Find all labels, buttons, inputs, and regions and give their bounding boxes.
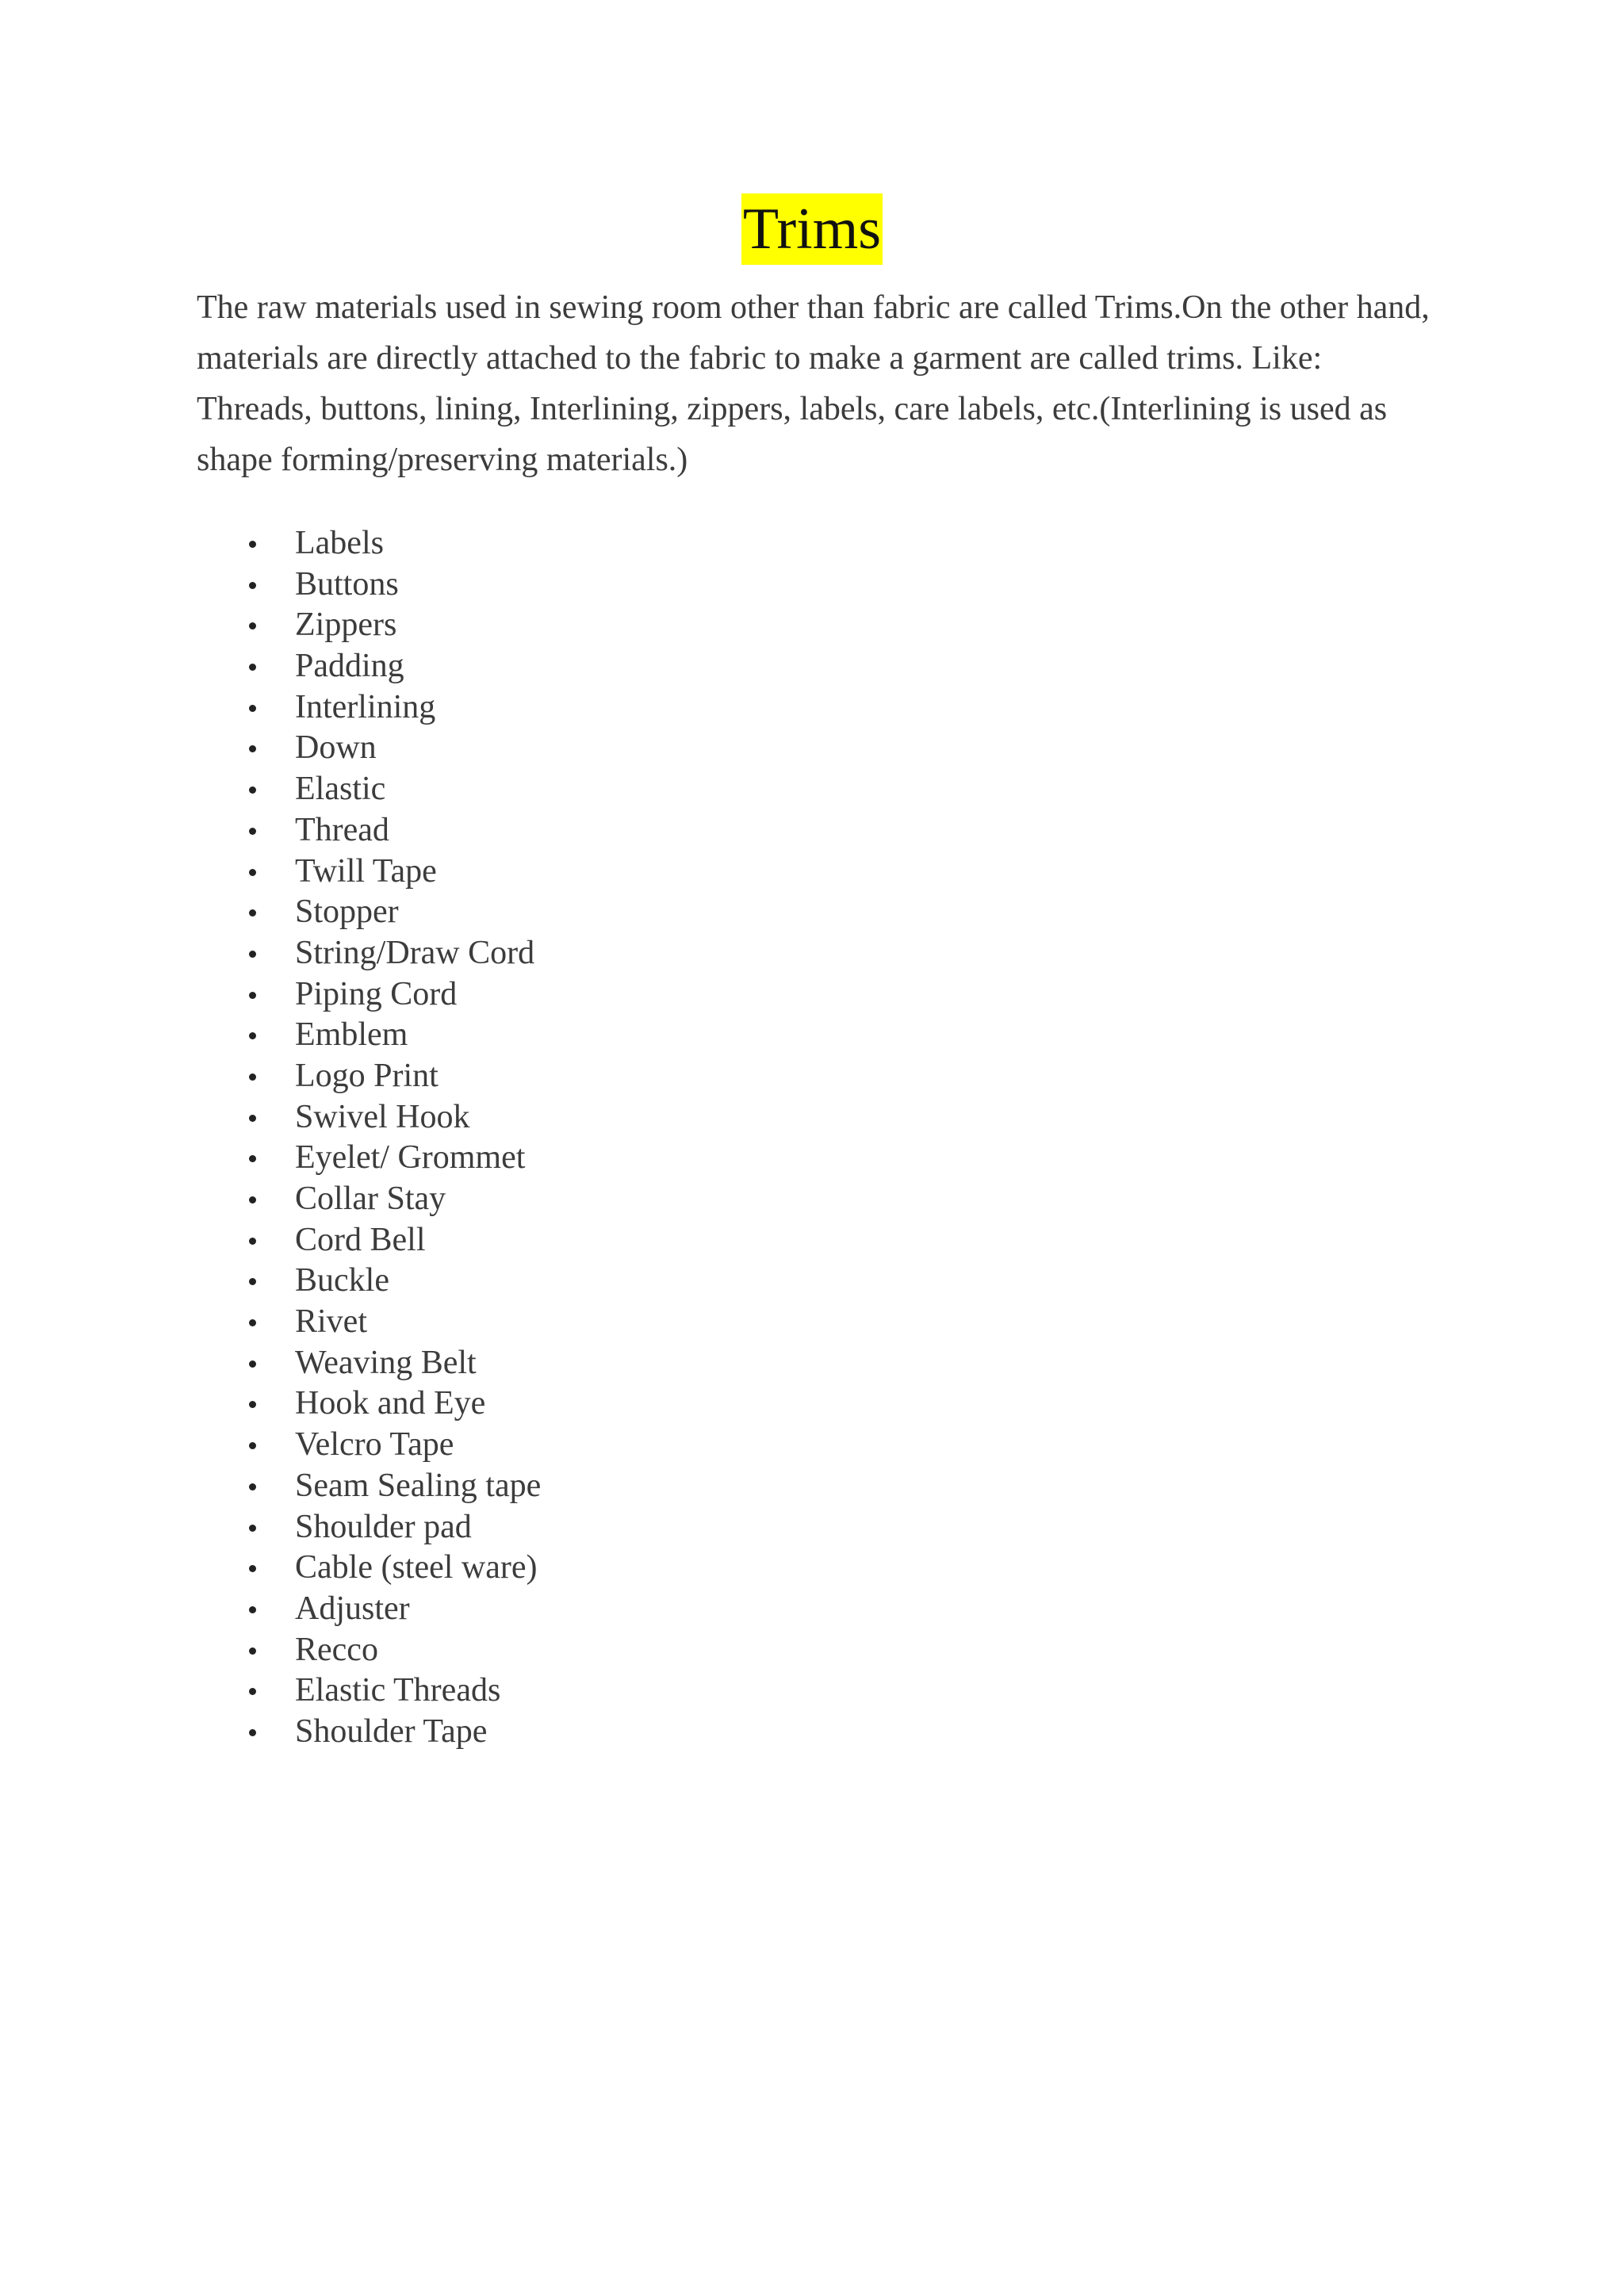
bullet-icon [249, 1525, 256, 1532]
list-item [197, 1261, 541, 1302]
bullet-icon [249, 1278, 256, 1285]
list-item-label: Shoulder pad [295, 1508, 472, 1545]
title-container [0, 193, 1624, 265]
bullet-icon [249, 745, 256, 752]
bullet-icon [249, 909, 256, 916]
bullet-icon [249, 664, 256, 671]
trims-list [197, 523, 541, 1753]
bullet-icon [249, 1196, 256, 1203]
list-item-label: Down [295, 729, 377, 767]
list-item-label: Elastic [295, 771, 386, 808]
list-item [197, 1589, 541, 1630]
list-item [197, 1548, 541, 1589]
bullet-icon [249, 1442, 256, 1449]
list-item [197, 1383, 541, 1425]
bullet-icon [249, 1729, 256, 1736]
bullet-icon [249, 1606, 256, 1613]
list-item [197, 1138, 541, 1179]
list-item-label: Cable (steel ware) [295, 1549, 538, 1586]
list-item-label: Recco [295, 1631, 378, 1668]
bullet-icon [249, 541, 256, 548]
list-item-label: Zippers [295, 607, 397, 644]
list-item-label: Labels [295, 525, 384, 561]
list-item-label: Velcro Tape [295, 1426, 454, 1464]
list-item-label: Interlining [295, 688, 436, 725]
list-item [197, 1466, 541, 1507]
list-item [197, 1302, 541, 1343]
list-item [197, 605, 541, 646]
list-item-label: Piping Cord [295, 975, 458, 1012]
list-item [197, 1056, 541, 1097]
bullet-icon [249, 1483, 256, 1490]
bullet-icon [249, 1155, 256, 1162]
list-item [197, 1343, 541, 1384]
list-item [197, 1015, 541, 1056]
bullet-icon [249, 1565, 256, 1572]
list-item-label: Thread [295, 811, 389, 848]
list-item-label: Hook and Eye [295, 1385, 486, 1422]
list-item [197, 892, 541, 933]
bullet-icon [249, 1115, 256, 1122]
list-item [197, 810, 541, 851]
list-item [197, 1097, 541, 1138]
list-item-label: Buttons [295, 565, 399, 603]
list-item [197, 933, 541, 974]
list-item-label: Adjuster [295, 1590, 410, 1627]
list-item [197, 728, 541, 769]
bullet-icon [249, 622, 256, 629]
list-item [197, 1507, 541, 1548]
list-item [197, 1712, 541, 1753]
bullet-icon [249, 1238, 256, 1245]
list-item-label: Swivel Hook [295, 1098, 470, 1135]
list-item [197, 646, 541, 687]
bullet-icon [249, 951, 256, 958]
list-item [197, 1425, 541, 1466]
list-item-label: Buckle [295, 1262, 389, 1299]
bullet-icon [249, 1688, 256, 1695]
list-item [197, 1670, 541, 1712]
list-item [197, 687, 541, 729]
list-item-label: String/Draw Cord [295, 934, 535, 971]
bullet-icon [249, 705, 256, 712]
bullet-icon [249, 828, 256, 835]
list-item-label: Collar Stay [295, 1181, 446, 1217]
bullet-icon [249, 1360, 256, 1368]
list-item-label: Seam Sealing tape [295, 1467, 542, 1504]
bullet-icon [249, 1401, 256, 1408]
list-item [197, 1220, 541, 1261]
list-item [197, 851, 541, 893]
list-item-label: Twill Tape [295, 852, 437, 890]
list-item-label: Rivet [295, 1303, 367, 1341]
bullet-icon [249, 1319, 256, 1326]
list-item [197, 523, 541, 564]
bullet-icon [249, 786, 256, 794]
bullet-icon [249, 992, 256, 999]
list-item [197, 1630, 541, 1671]
list-item [197, 769, 541, 810]
bullet-icon [249, 1647, 256, 1655]
list-item [197, 974, 541, 1016]
bullet-icon [249, 1032, 256, 1039]
list-item-label: Cord Bell [295, 1221, 426, 1258]
list-item-label: Stopper [295, 894, 399, 931]
list-item-label: Elastic Threads [295, 1672, 501, 1709]
list-item-label: Eyelet/ Grommet [295, 1139, 526, 1177]
list-item-label: Weaving Belt [295, 1344, 477, 1381]
list-item-label: Emblem [295, 1016, 408, 1054]
bullet-icon [249, 582, 256, 589]
intro-paragraph: The raw materials used in sewing room other than fabric are called Trims.On the other hand, materials are directly attached to the fabric to make a garment are called trims. Like: Threads, buttons, lining, Interlining, zippers, labels, care labels, etc.(Interlining is used as shape forming/preserving materials.) [197, 289, 1430, 478]
list-item-label: Padding [295, 648, 404, 685]
list-item [197, 1179, 541, 1220]
bullet-icon [249, 869, 256, 876]
list-item-label: Logo Print [295, 1057, 439, 1094]
bullet-icon [249, 1073, 256, 1081]
list-item-label: Shoulder Tape [295, 1712, 488, 1750]
page-title: Trims [741, 193, 883, 265]
list-item [197, 564, 541, 606]
